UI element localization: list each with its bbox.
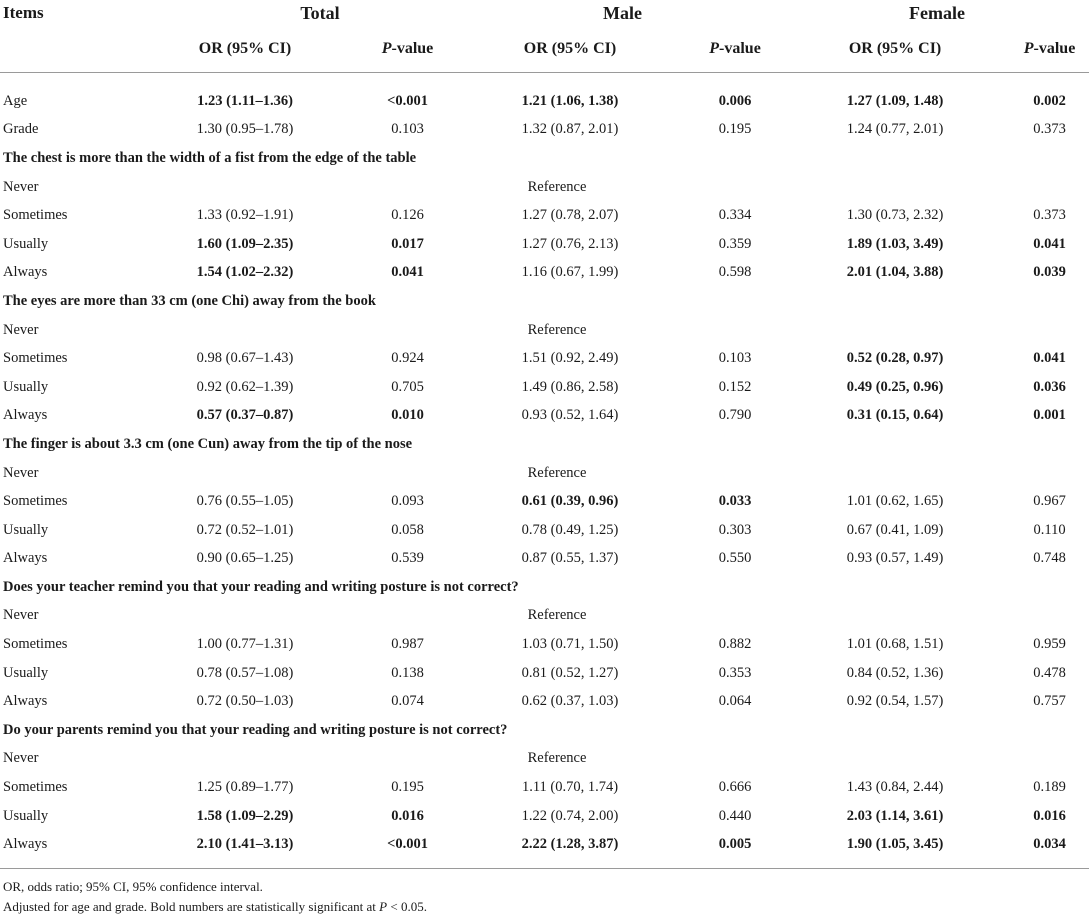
- cell-or-total: 1.30 (0.95–1.78): [196, 121, 294, 138]
- row-label: Always: [3, 550, 48, 567]
- row-label: Never: [3, 321, 39, 338]
- cell-p-total: 0.016: [391, 807, 424, 824]
- cell-or-male: 0.93 (0.52, 1.64): [521, 407, 619, 424]
- row-label: Usually: [3, 235, 49, 252]
- reference-label: Reference: [527, 178, 587, 195]
- table-row: [0, 201, 1089, 230]
- cell-or-female: 1.30 (0.73, 2.32): [846, 207, 944, 224]
- cell-p-female: 0.002: [1033, 92, 1066, 109]
- cell-or-female: 0.31 (0.15, 0.64): [846, 407, 944, 424]
- reference-label: Reference: [527, 321, 587, 338]
- table-row: [0, 373, 1089, 402]
- cell-or-male: 2.22 (1.28, 3.87): [521, 836, 619, 853]
- cell-p-male: 0.550: [718, 550, 752, 567]
- header-group-male: Male: [603, 2, 643, 23]
- cell-or-female: 0.84 (0.52, 1.36): [846, 664, 944, 681]
- cell-or-female: 1.01 (0.68, 1.51): [846, 636, 944, 653]
- cell-p-total: 0.103: [391, 121, 424, 138]
- header-row-groups: [0, 0, 1089, 26]
- header-p-rest: -value: [391, 40, 434, 57]
- cell-p-total: 0.010: [391, 407, 424, 424]
- cell-p-total: <0.001: [387, 836, 428, 853]
- cell-p-male: 0.359: [718, 235, 752, 252]
- cell-p-female: 0.110: [1033, 521, 1066, 538]
- cell-or-total: 1.60 (1.09–2.35): [196, 235, 294, 252]
- section-header-row: [0, 287, 1089, 316]
- cell-or-total: 1.25 (0.89–1.77): [196, 779, 294, 796]
- header-group-total: Total: [300, 2, 340, 23]
- header-items: Items: [3, 3, 44, 22]
- header-p-italic: P: [1023, 40, 1034, 57]
- cell-or-total: 1.33 (0.92–1.91): [196, 207, 294, 224]
- table-row: [0, 545, 1089, 574]
- cell-p-male: 0.103: [718, 350, 752, 367]
- cell-or-female: 1.27 (1.09, 1.48): [846, 92, 944, 109]
- cell-or-female: 1.24 (0.77, 2.01): [846, 121, 944, 138]
- cell-p-total: <0.001: [387, 92, 428, 109]
- section-header-row: [0, 716, 1089, 745]
- cell-p-female: 0.001: [1033, 407, 1066, 424]
- header-blank: [0, 26, 140, 73]
- cell-p-male: 0.005: [718, 836, 752, 853]
- section-title: The eyes are more than 33 cm (one Chi) away from the book: [3, 292, 376, 309]
- cell-or-male: 0.61 (0.39, 0.96): [521, 493, 619, 510]
- cell-or-total: 0.57 (0.37–0.87): [196, 407, 294, 424]
- cell-p-male: 0.882: [718, 636, 752, 653]
- cell-or-total: 2.10 (1.41–3.13): [196, 836, 294, 853]
- row-label: Always: [3, 264, 48, 281]
- row-label: Sometimes: [3, 207, 68, 224]
- section-title: Do your parents remind you that your reading and writing posture is not correct?: [3, 721, 508, 738]
- section-header-row: [0, 144, 1089, 173]
- cell-p-female: 0.189: [1033, 779, 1066, 796]
- cell-or-female: 0.52 (0.28, 0.97): [846, 350, 944, 367]
- cell-or-male: 0.87 (0.55, 1.37): [521, 550, 619, 567]
- table-row: [0, 230, 1089, 259]
- header-p-female: [1010, 26, 1089, 73]
- header-p-italic: P: [709, 40, 720, 57]
- row-label: Age: [3, 92, 28, 109]
- cell-or-female: 0.49 (0.25, 0.96): [846, 378, 944, 395]
- table-row: [0, 87, 1089, 116]
- reference-row: [0, 316, 1089, 345]
- table-body: [0, 87, 1089, 859]
- footnote-text-pre: Adjusted for age and grade. Bold numbers are statistically significant at: [3, 899, 380, 914]
- cell-p-total: 0.705: [391, 378, 424, 395]
- cell-or-male: 1.27 (0.78, 2.07): [521, 207, 619, 224]
- row-label: Usually: [3, 521, 49, 538]
- section-title: The finger is about 3.3 cm (one Cun) away from the tip of the nose: [3, 435, 413, 452]
- header-p-italic: P: [381, 40, 392, 57]
- cell-or-total: 0.92 (0.62–1.39): [196, 378, 294, 395]
- row-label: Sometimes: [3, 350, 68, 367]
- table-row: [0, 802, 1089, 831]
- cell-or-total: 0.76 (0.55–1.05): [196, 493, 294, 510]
- cell-or-male: 1.03 (0.71, 1.50): [521, 636, 619, 653]
- cell-p-female: 0.478: [1033, 664, 1066, 681]
- cell-p-female: 0.373: [1033, 207, 1066, 224]
- cell-p-male: 0.334: [718, 207, 752, 224]
- cell-p-female: 0.039: [1033, 264, 1066, 281]
- cell-p-female: 0.016: [1033, 807, 1066, 824]
- header-p-total: [355, 26, 460, 73]
- cell-or-total: 1.00 (0.77–1.31): [196, 636, 294, 653]
- cell-or-female: 2.03 (1.14, 3.61): [846, 807, 944, 824]
- table-row: [0, 830, 1089, 859]
- cell-or-female: 1.01 (0.62, 1.65): [846, 493, 944, 510]
- row-label: Never: [3, 750, 39, 767]
- cell-p-male: 0.195: [718, 121, 752, 138]
- table-row: [0, 344, 1089, 373]
- cell-or-total: 0.78 (0.57–1.08): [196, 664, 294, 681]
- cell-or-female: 0.92 (0.54, 1.57): [846, 693, 944, 710]
- cell-p-male: 0.303: [718, 521, 752, 538]
- cell-p-female: 0.757: [1033, 693, 1066, 710]
- cell-or-male: 0.62 (0.37, 1.03): [521, 693, 619, 710]
- cell-or-male: 1.16 (0.67, 1.99): [521, 264, 619, 281]
- row-label: Usually: [3, 807, 49, 824]
- reference-label: Reference: [527, 750, 587, 767]
- cell-or-male: 0.78 (0.49, 1.25): [521, 521, 619, 538]
- table-row: [0, 630, 1089, 659]
- table-row: [0, 687, 1089, 716]
- cell-p-total: 0.126: [391, 207, 424, 224]
- cell-p-total: 0.093: [391, 493, 424, 510]
- table-row: [0, 259, 1089, 288]
- table-row: [0, 402, 1089, 431]
- reference-row: [0, 459, 1089, 488]
- header-or-female: OR (95% CI): [785, 26, 1010, 73]
- header-or-male: OR (95% CI): [460, 26, 685, 73]
- cell-p-male: 0.152: [718, 378, 752, 395]
- cell-p-female: 0.034: [1033, 836, 1066, 853]
- row-label: Grade: [3, 121, 39, 138]
- cell-or-total: 0.98 (0.67–1.43): [196, 350, 294, 367]
- footnote-p-italic: P: [379, 899, 388, 914]
- cell-p-total: 0.058: [391, 521, 424, 538]
- row-label: Usually: [3, 378, 49, 395]
- row-label: Always: [3, 836, 48, 853]
- cell-p-female: 0.041: [1033, 235, 1066, 252]
- header-p-rest: -value: [1033, 40, 1076, 57]
- cell-or-total: 1.58 (1.09–2.29): [196, 807, 294, 824]
- row-label: Usually: [3, 664, 49, 681]
- header-or-total: OR (95% CI): [140, 26, 355, 73]
- cell-p-male: 0.598: [718, 264, 752, 281]
- cell-or-female: 1.89 (1.03, 3.49): [846, 235, 944, 252]
- section-title: Does your teacher remind you that your reading and writing posture is not correct?: [3, 578, 519, 595]
- cell-or-male: 1.21 (1.06, 1.38): [521, 92, 619, 109]
- cell-or-female: 0.93 (0.57, 1.49): [846, 550, 944, 567]
- cell-or-female: 2.01 (1.04, 3.88): [846, 264, 944, 281]
- row-label: Sometimes: [3, 493, 68, 510]
- cell-or-total: 0.90 (0.65–1.25): [196, 550, 294, 567]
- header-p-rest: -value: [719, 40, 761, 57]
- cell-p-total: 0.041: [391, 264, 424, 281]
- cell-p-total: 0.074: [391, 693, 424, 710]
- row-label: Sometimes: [3, 779, 68, 796]
- cell-or-male: 1.11 (0.70, 1.74): [521, 779, 619, 796]
- section-title: The chest is more than the width of a fist from the edge of the table: [3, 149, 417, 166]
- reference-row: [0, 602, 1089, 631]
- reference-label: Reference: [527, 607, 587, 624]
- row-label: Sometimes: [3, 636, 68, 653]
- cell-p-male: 0.666: [718, 779, 752, 796]
- cell-or-male: 1.32 (0.87, 2.01): [521, 121, 619, 138]
- cell-or-total: 1.23 (1.11–1.36): [197, 92, 293, 109]
- cell-p-female: 0.041: [1033, 350, 1066, 367]
- row-label: Never: [3, 178, 39, 195]
- cell-or-female: 0.67 (0.41, 1.09): [846, 521, 944, 538]
- cell-or-male: 1.27 (0.76, 2.13): [521, 235, 619, 252]
- cell-p-male: 0.006: [718, 92, 752, 109]
- cell-p-total: 0.138: [391, 664, 424, 681]
- cell-p-female: 0.959: [1033, 636, 1066, 653]
- reference-row: [0, 173, 1089, 202]
- table-row: [0, 116, 1089, 145]
- section-header-row: [0, 573, 1089, 602]
- cell-or-total: 1.54 (1.02–2.32): [196, 264, 294, 281]
- row-label: Never: [3, 607, 39, 624]
- cell-or-male: 0.81 (0.52, 1.27): [521, 664, 619, 681]
- cell-p-total: 0.539: [391, 550, 424, 567]
- bottom-rule: [0, 868, 1089, 869]
- cell-or-male: 1.22 (0.74, 2.00): [521, 807, 619, 824]
- table-row: [0, 487, 1089, 516]
- cell-p-male: 0.790: [718, 407, 752, 424]
- cell-p-female: 0.748: [1033, 550, 1066, 567]
- cell-or-female: 1.43 (0.84, 2.44): [846, 779, 944, 796]
- footnote-significance: [3, 899, 427, 915]
- table-row: [0, 659, 1089, 688]
- header-row-columns: [0, 26, 1089, 73]
- section-header-row: [0, 430, 1089, 459]
- row-label: Always: [3, 407, 48, 424]
- reference-row: [0, 745, 1089, 774]
- header-spacer: [0, 73, 1089, 88]
- footnote-abbreviations: OR, odds ratio; 95% CI, 95% confidence interval.: [3, 879, 263, 894]
- cell-p-total: 0.987: [391, 636, 424, 653]
- cell-p-total: 0.195: [391, 779, 424, 796]
- cell-p-male: 0.033: [718, 493, 752, 510]
- cell-p-male: 0.353: [718, 664, 752, 681]
- reference-label: Reference: [527, 464, 587, 481]
- row-label: Never: [3, 464, 39, 481]
- table-row: [0, 516, 1089, 545]
- cell-p-total: 0.924: [391, 350, 424, 367]
- cell-or-total: 0.72 (0.50–1.03): [196, 693, 294, 710]
- cell-p-total: 0.017: [391, 235, 424, 252]
- cell-p-female: 0.967: [1033, 493, 1066, 510]
- cell-p-male: 0.064: [718, 693, 752, 710]
- cell-p-female: 0.373: [1033, 121, 1066, 138]
- row-label: Always: [3, 693, 48, 710]
- cell-p-male: 0.440: [718, 807, 752, 824]
- cell-or-female: 1.90 (1.05, 3.45): [846, 836, 944, 853]
- header-group-female: Female: [909, 2, 966, 23]
- spacer-cell: [0, 73, 1089, 88]
- cell-or-male: 1.51 (0.92, 2.49): [521, 350, 619, 367]
- cell-p-female: 0.036: [1033, 378, 1066, 395]
- cell-or-total: 0.72 (0.52–1.01): [196, 521, 294, 538]
- footnote-text-post: < 0.05.: [387, 899, 427, 914]
- table-row: [0, 773, 1089, 802]
- header-p-male: [685, 26, 785, 73]
- cell-or-male: 1.49 (0.86, 2.58): [521, 378, 619, 395]
